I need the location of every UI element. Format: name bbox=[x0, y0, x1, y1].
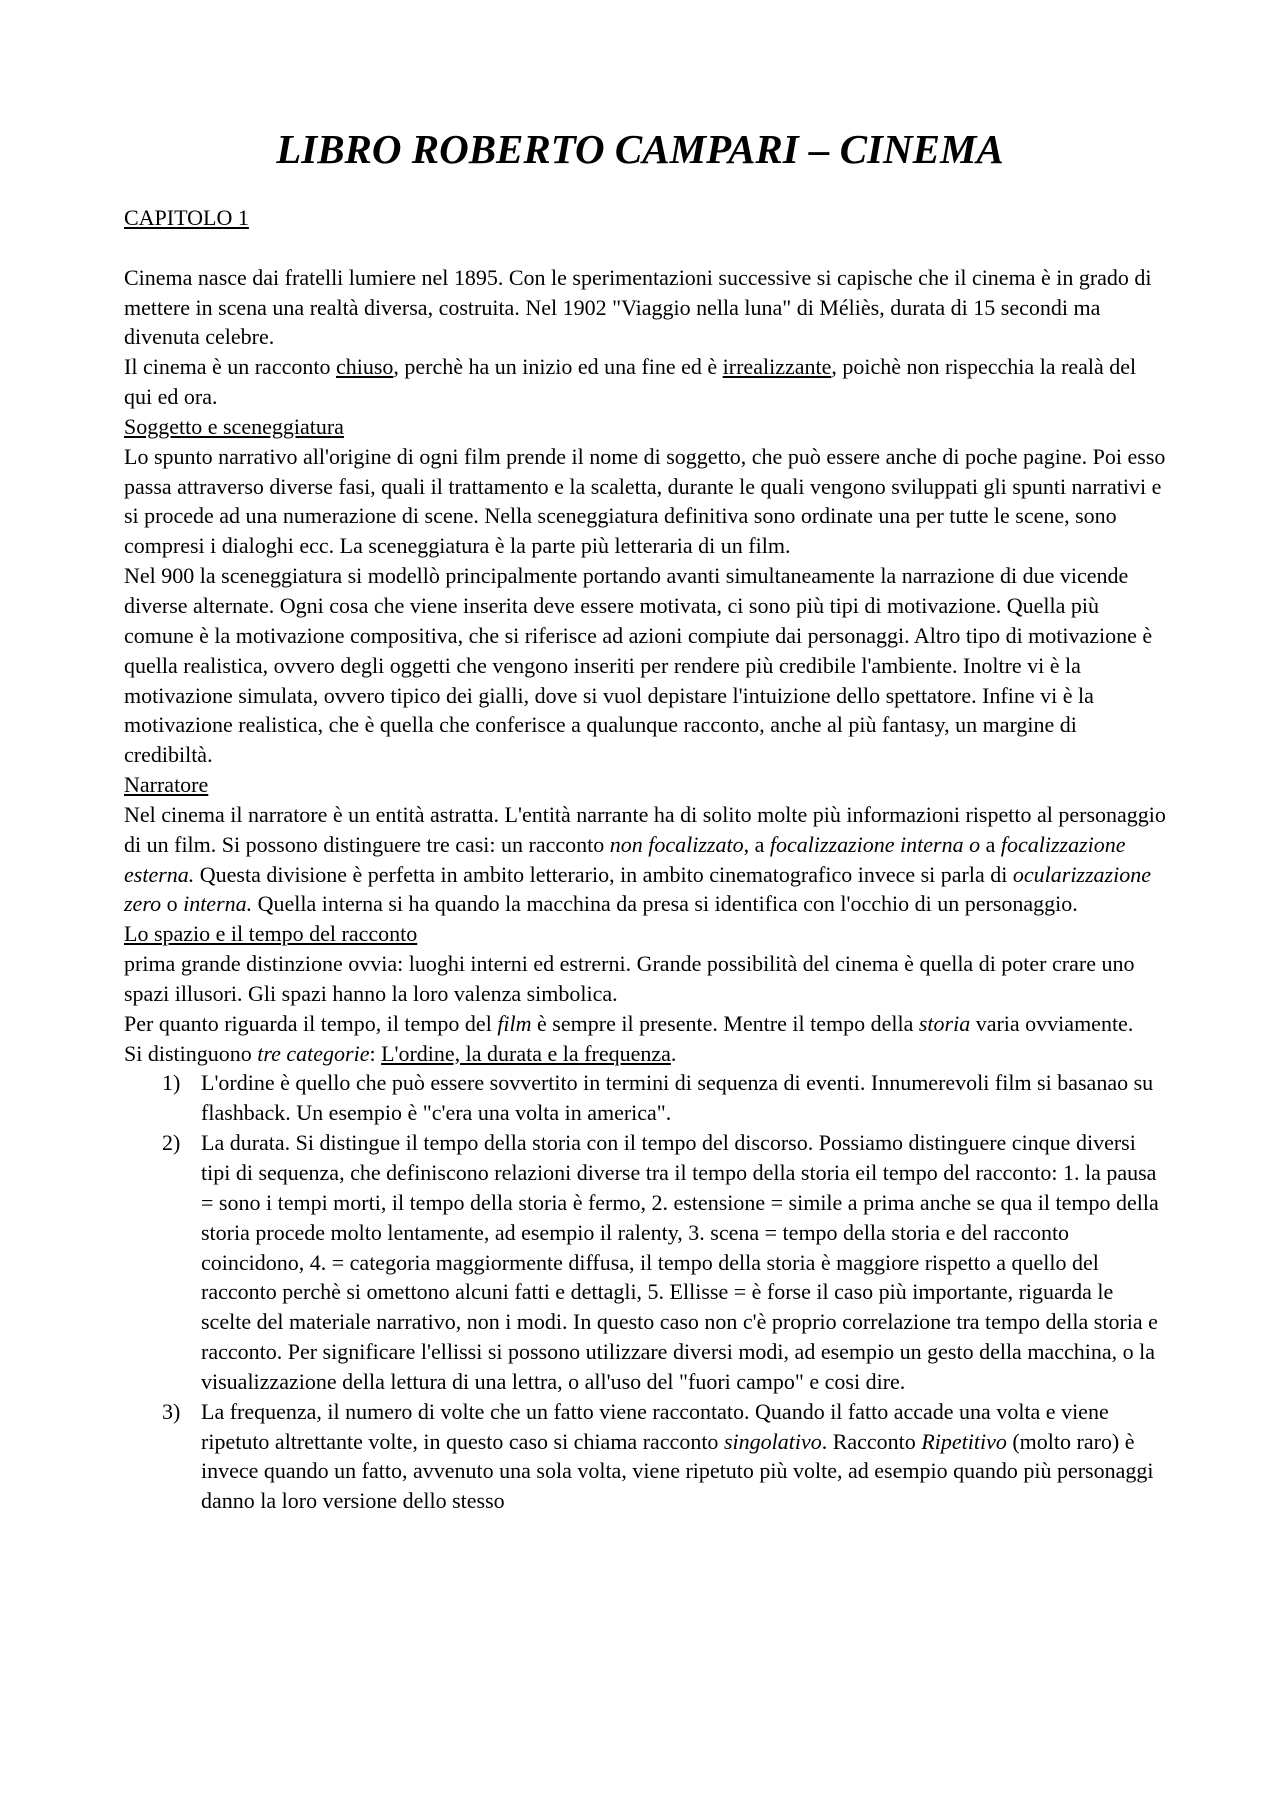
underlined-text: Soggetto e sceneggiatura bbox=[124, 413, 344, 439]
list-number: 1) bbox=[162, 1070, 181, 1096]
paragraph bbox=[124, 1009, 1166, 1039]
text-run: La durata. Si distingue il tempo della storia con il tempo del discorso. Possiamo distinguere cinque diversi tipi di sequenza, che definiscono relazioni diverse tra il tempo della storia eil tempo del racconto: 1. la pausa = sono i tempi morti, il tempo della storia è fermo, 2. estensione = simile a prima anche se qua il tempo della storia procede molto lentamente, ad esempio il ralenty, 3. scena = tempo della storia e del racconto coincidono, 4. = categoria maggiormente diffusa, il tempo della storia è maggiore rispetto a quello del racconto perchè si omettono alcuni fatti e dettagli, 5. Ellisse = è forse il caso più importante, riguarda le scelte del materiale narrativo, non i modi. In questo caso non c'è proprio correlazione tra tempo della storia e racconto. Per significare l'ellissi si possono utilizzare diversi modi, ad esempio un gesto della macchina, o la visualizzazione della lettura di una lettra, o all'uso del "fuori campo" e cosi dire. bbox=[201, 1130, 1159, 1394]
text-run: , a bbox=[743, 831, 770, 857]
text-run: Nel 900 la sceneggiatura si modellò principalmente portando avanti simultaneamente la narrazione di due vicende diverse alternate. Ogni cosa che viene inserita deve essere motivata, ci sono più tipi di motivazione. Quella più comune è la motivazione compositiva, che si riferisce ad azioni compiute dai personaggi. Altro tipo di motivazione è quella realistica, ovvero degli oggetti che vengono inseriti per rendere più credibile l'ambiente. Inoltre vi è la motivazione simulata, ovvero tipico dei gialli, dove si vuol depistare l'intuizione dello spettatore. Infine vi è la motivazione realistica, che è quella che conferisce a qualunque racconto, anche al più fantasy, un margine di credibiltà. bbox=[124, 563, 1153, 768]
text-run: è sempre il presente. Mentre il tempo della bbox=[531, 1010, 919, 1036]
text-run: Nel cinema il narratore è un entità astratta. L'entità narrante ha di solito molte più informazioni rispetto al personaggio di un film. Si possono distinguere tre casi: un racconto bbox=[124, 801, 1166, 857]
text-run: Questa divisione è perfetta in ambito letterario, in ambito cinematografico invece si parla di bbox=[194, 861, 1013, 887]
numbered-list bbox=[124, 1068, 1166, 1516]
italic-text: focalizzazione esterna. bbox=[124, 831, 1126, 887]
underlined-text: irrealizzante bbox=[722, 354, 832, 380]
text-run: La frequenza, il numero di volte che un fatto viene raccontato. Quando il fatto accade una volta e viene ripetuto altrettante volte, in questo caso si chiama racconto bbox=[201, 1398, 1109, 1454]
text-run: Per quanto riguarda il tempo, il tempo del bbox=[124, 1010, 498, 1036]
text-run: Quella interna si ha quando la macchina da presa si identifica con l'occhio di un personaggio. bbox=[252, 891, 1078, 917]
section-heading bbox=[124, 412, 1166, 442]
paragraph bbox=[124, 442, 1166, 561]
list-number: 2) bbox=[162, 1130, 181, 1156]
paragraph bbox=[124, 800, 1166, 919]
text-run: , perchè ha un inizio ed una fine ed è bbox=[393, 354, 723, 380]
italic-text: singolativo bbox=[723, 1428, 822, 1454]
text-run: L'ordine è quello che può essere sovvertito in termini di sequenza di eventi. Innumerevoli film si basanao su flashback. Un esempio è "c'era una volta in america". bbox=[201, 1070, 1154, 1126]
paragraph bbox=[124, 263, 1166, 353]
text-run: Lo spunto narrativo all'origine di ogni film prende il nome di soggetto, che può essere anche di poche pagine. Poi esso passa attraverso diverse fasi, quali il trattamento e la scaletta, durante le quali vengono sviluppati gli spunti narrativi e si procede ad una numerazione di scene. Nella sceneggiatura definitiva sono ordinate una per tutte le scene, sono compresi i dialoghi ecc. La sceneggiatura è la parte più letteraria di un film. bbox=[124, 443, 1166, 559]
underlined-text: Narratore bbox=[124, 772, 209, 798]
text-run: Cinema nasce dai fratelli lumiere nel 1895. Con le sperimentazioni successive si capische che il cinema è in grado di mettere in scena una realtà diversa, costruita. Nel 1902 "Viaggio nella luna" di Méliès, durata di 15 secondi ma divenuta celebre. bbox=[124, 264, 1152, 350]
chapter-heading: CAPITOLO 1 bbox=[124, 205, 249, 230]
italic-text: focalizzazione interna o bbox=[769, 831, 981, 857]
text-run: : bbox=[369, 1040, 382, 1066]
italic-text: film bbox=[497, 1010, 532, 1036]
paragraph bbox=[124, 1039, 1166, 1069]
text-run: Il cinema è un racconto bbox=[124, 354, 336, 380]
text-run: varia ovviamente. bbox=[970, 1010, 1134, 1036]
text-run: (molto raro) è invece quando un fatto, avvenuto una sola volta, viene ripetuto più volte, ad esempio quando più personaggi danno la loro versione dello stesso bbox=[201, 1428, 1154, 1514]
italic-text: interna. bbox=[183, 891, 253, 917]
text-run: a bbox=[980, 831, 1001, 857]
paragraph bbox=[124, 949, 1166, 1009]
text-run: . bbox=[670, 1040, 677, 1066]
list-number: 3) bbox=[162, 1398, 181, 1424]
underlined-text: Lo spazio e il tempo del racconto bbox=[124, 921, 418, 947]
section-heading bbox=[124, 770, 1166, 800]
document-body bbox=[124, 203, 1166, 1516]
italic-text: ocularizzazione zero bbox=[124, 861, 1151, 917]
italic-text: tre categorie bbox=[257, 1040, 370, 1066]
text-run: Si distinguono bbox=[124, 1040, 258, 1066]
underlined-text: chiuso bbox=[335, 354, 394, 380]
paragraph bbox=[124, 352, 1166, 412]
list-item bbox=[124, 1397, 1166, 1516]
paragraph bbox=[124, 561, 1166, 770]
section-heading bbox=[124, 919, 1166, 949]
list-item bbox=[124, 1128, 1166, 1397]
italic-text: Ripetitivo bbox=[921, 1428, 1007, 1454]
text-run: . Racconto bbox=[821, 1428, 922, 1454]
list-item bbox=[124, 1068, 1166, 1128]
text-run: o bbox=[161, 891, 184, 917]
underlined-text: L'ordine, la durata e la frequenza bbox=[381, 1040, 671, 1066]
paragraphs bbox=[124, 263, 1166, 1069]
document-title: LIBRO ROBERTO CAMPARI – CINEMA bbox=[276, 126, 1004, 172]
italic-text: storia bbox=[918, 1010, 971, 1036]
text-run: , poichè non rispecchia la realà del qui ed ora. bbox=[124, 354, 1137, 410]
text-run: prima grande distinzione ovvia: luoghi interni ed estrerni. Grande possibilità del cinema è quella di poter crare uno spazi illusori. Gli spazi hanno la loro valenza simbolica. bbox=[124, 951, 1135, 1006]
italic-text: non focalizzato bbox=[609, 831, 744, 857]
